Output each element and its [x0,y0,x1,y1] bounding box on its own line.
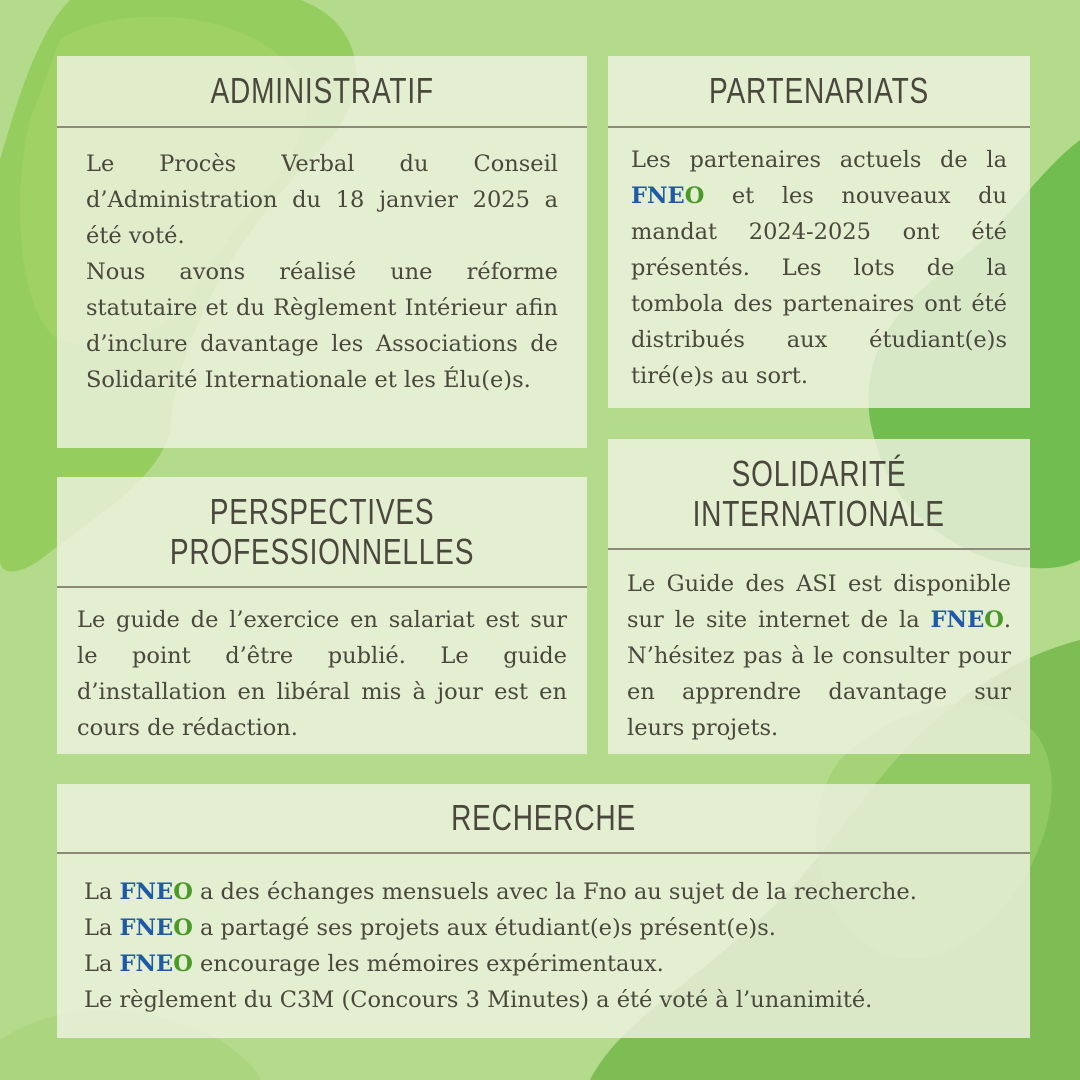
paragraph: Le guide de l’exercice en salariat est sur le point d’être publié. Le guide d’installation en libéral mis à jour est en cours de rédaction. [77,607,567,741]
fneo-logo-text [120,879,193,905]
text-segment: Les partenaires actuels de la [631,147,1007,173]
text-segment: a partagé ses projets aux étudiant(e)s présent(e)s. [192,915,776,941]
list-item [84,910,1003,946]
paragraph [631,142,1007,394]
card-title-line1: PERSPECTIVES [209,490,435,532]
brand-o: O [173,879,193,905]
list-item: Le règlement du C3M (Concours 3 Minutes) a été voté à l’unanimité. [84,987,873,1013]
text-segment: a des échanges mensuels avec la Fno au sujet de la recherche. [192,879,917,905]
fneo-logo-text [120,951,193,977]
text-segment: Le Guide des ASI est disponible sur le site internet de la [627,571,1011,633]
brand-fne: FNE [930,607,985,633]
brand-fne: FNE [119,915,174,941]
text-segment: La [84,879,120,905]
fneo-logo-text [931,607,1004,633]
card-solidarite [608,439,1030,754]
card-header [608,56,1030,128]
text-segment: La [84,951,120,977]
card-title: RECHERCHE [451,797,636,838]
paragraph: Le Procès Verbal du Conseil d’Administration du 18 janvier 2025 a été voté. [86,151,558,249]
card-body [57,854,1030,1018]
text-segment: encourage les mémoires expérimentaux. [192,951,664,977]
brand-fne: FNE [119,951,174,977]
card-partenariats [608,56,1030,408]
list-item [84,874,1003,910]
brand-o: O [173,951,193,977]
fneo-logo-text [120,915,193,941]
brand-fne: FNE [119,879,174,905]
card-title-line1: SOLIDARITÉ [731,452,907,494]
card-perspectives [57,477,587,754]
paragraph [627,566,1011,746]
card-title: PARTENARIATS [708,70,930,111]
card-title-line2: PROFESSIONNELLES [169,530,475,572]
card-administratif [57,56,587,448]
text-segment: . N’hésitez pas à le consulter pour en apprendre davantage sur leurs projets. [627,607,1011,741]
list-item [84,946,1003,982]
card-title: ADMINISTRATIF [210,70,434,111]
card-header [57,477,587,588]
brand-o: O [984,607,1004,633]
paragraph: Nous avons réalisé une réforme statutaire et du Règlement Intérieur afin d’inclure davantage les Associations de Solidarité Internationale et les Élu(e)s. [86,259,558,393]
card-recherche [57,784,1030,1038]
fneo-logo-text [631,183,704,209]
card-header [608,439,1030,550]
brand-fne: FNE [631,183,685,209]
card-header [57,784,1030,854]
text-segment: et les nouveaux du mandat 2024-2025 ont été présentés. Les lots de la tombola des partenaires ont été distribués aux étudiant(e)s tiré(e)s au sort. [631,183,1007,389]
card-body [57,588,587,746]
card-body [608,128,1030,394]
brand-o: O [684,183,705,209]
card-body [57,128,587,398]
text-segment: La [84,915,120,941]
card-header [57,56,587,128]
card-title-line2: INTERNATIONALE [692,492,946,534]
brand-o: O [173,915,193,941]
card-body [608,550,1030,746]
